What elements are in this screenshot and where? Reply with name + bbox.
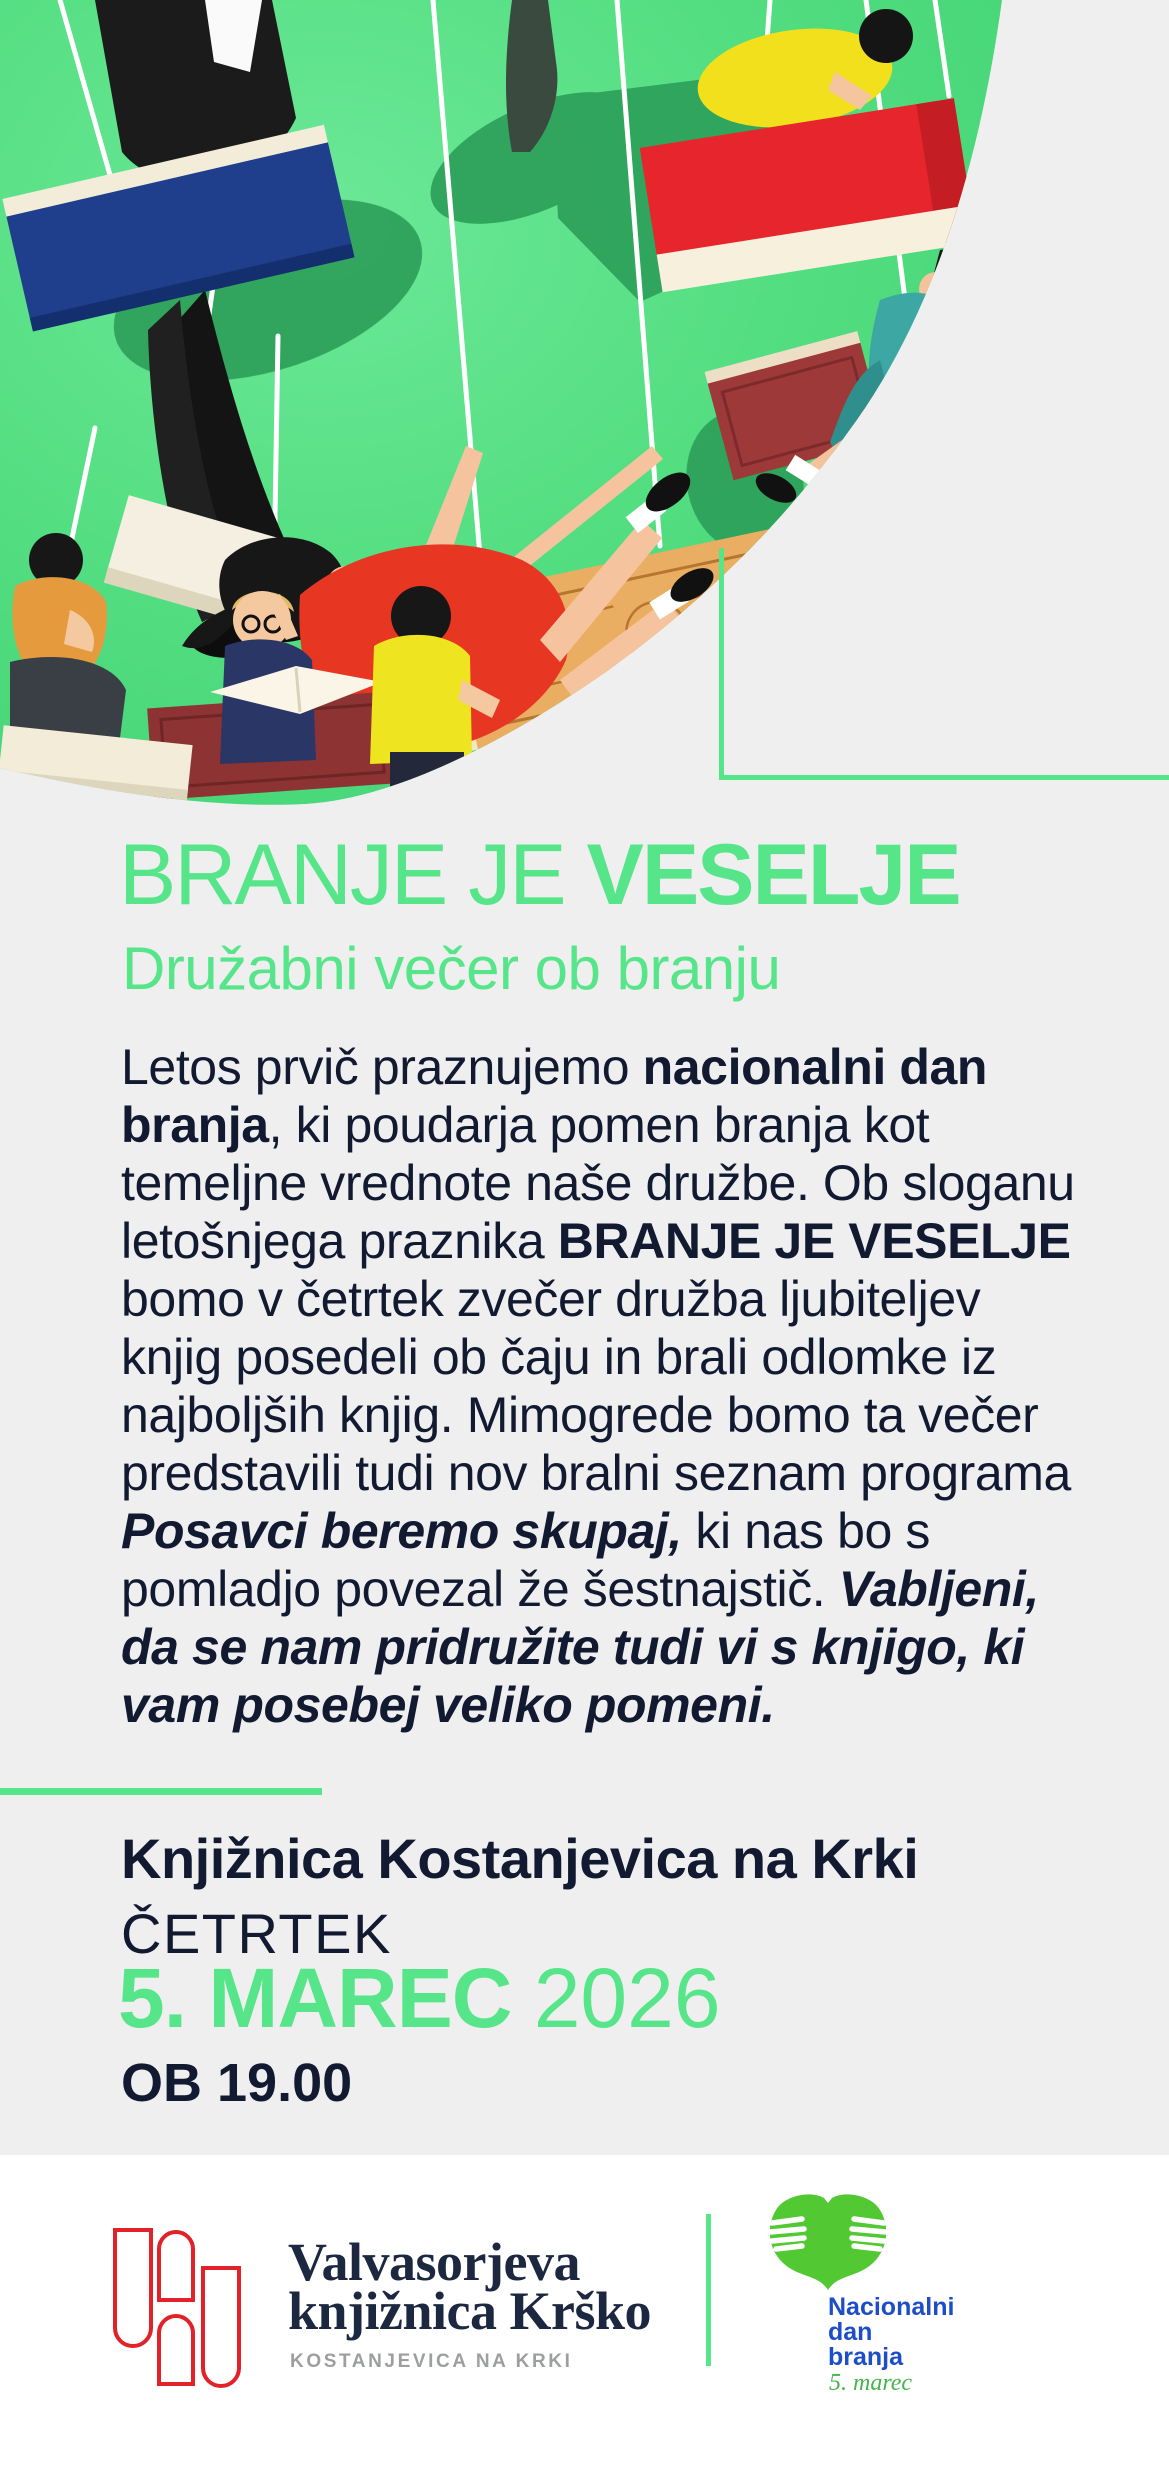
section-divider-line — [0, 1788, 322, 1795]
body-seg-bold-italic: Posavci beremo skupaj, — [121, 1503, 682, 1559]
campaign-name-line3: branja — [828, 2343, 904, 2371]
body-paragraph — [121, 1038, 1079, 1734]
body-seg: Letos prvič praznujemo — [121, 1039, 643, 1095]
campaign-date: 5. marec — [829, 2370, 913, 2396]
library-logo-shape — [157, 2230, 195, 2302]
body-seg-bold: BRANJE JE VESELJE — [557, 1213, 1071, 1269]
campaign-name — [828, 2295, 954, 2370]
page-title — [119, 827, 960, 923]
library-logo — [111, 2226, 246, 2394]
footer — [0, 2155, 1169, 2480]
hero-illustration-svg — [0, 0, 1169, 815]
body-seg: , ki poudarja pomen branja kot temeljne vrednote naše družbe. Ob sloganu letošnjega praznika — [121, 1097, 1075, 1269]
body-seg-bold: nacionalni dan branja — [121, 1039, 988, 1153]
event-weekday: ČETRTEK — [121, 1902, 392, 1965]
decorative-corner-line-vertical — [719, 548, 724, 780]
body-seg-bold-italic: Vabljeni, da se nam pridružite tudi vi s knjigo, ki vam posebej veliko pomeni. — [121, 1561, 1039, 1733]
library-name-line2: knjižnica Krško — [288, 2281, 652, 2341]
event-date-day-month: 5. MAREC — [118, 1951, 534, 2045]
decorative-corner-line-horizontal — [719, 775, 1169, 780]
event-date-year: 2026 — [533, 1951, 721, 2045]
library-logo-shape — [201, 2266, 241, 2388]
campaign-name-line2: dan — [828, 2318, 873, 2346]
event-time: OB 19.00 — [121, 2053, 353, 2113]
page-subtitle: Družabni večer ob branju — [122, 935, 781, 1002]
event-venue: Knjižnica Kostanjevica na Krki — [121, 1827, 919, 1890]
page-title-bold: VESELJE — [586, 827, 960, 923]
library-name-line1: Valvasorjeva — [288, 2232, 580, 2292]
body-seg: bomo v četrtek zvečer družba ljubiteljev knjig posedeli ob čaju in brali odlomke iz najboljših knjig. Mimogrede bomo ta večer predstavili tudi nov bralni seznam programa — [121, 1271, 1071, 1501]
library-name — [288, 2232, 652, 2341]
reading-day-heart-icon — [762, 2190, 894, 2292]
library-logo-shape — [157, 2314, 195, 2386]
logo-separator-line — [706, 2214, 711, 2366]
campaign-name-line1: Nacionalni — [828, 2293, 955, 2321]
library-logo-shape — [113, 2228, 153, 2348]
hero-illustration — [0, 0, 1169, 815]
body-seg: ki nas bo s pomladjo povezal že šestnajstič. — [121, 1503, 931, 1617]
event-date — [118, 1951, 721, 2045]
page-title-regular: BRANJE JE — [119, 827, 587, 923]
library-subtitle: KOSTANJEVICA NA KRKI — [290, 2351, 573, 2372]
